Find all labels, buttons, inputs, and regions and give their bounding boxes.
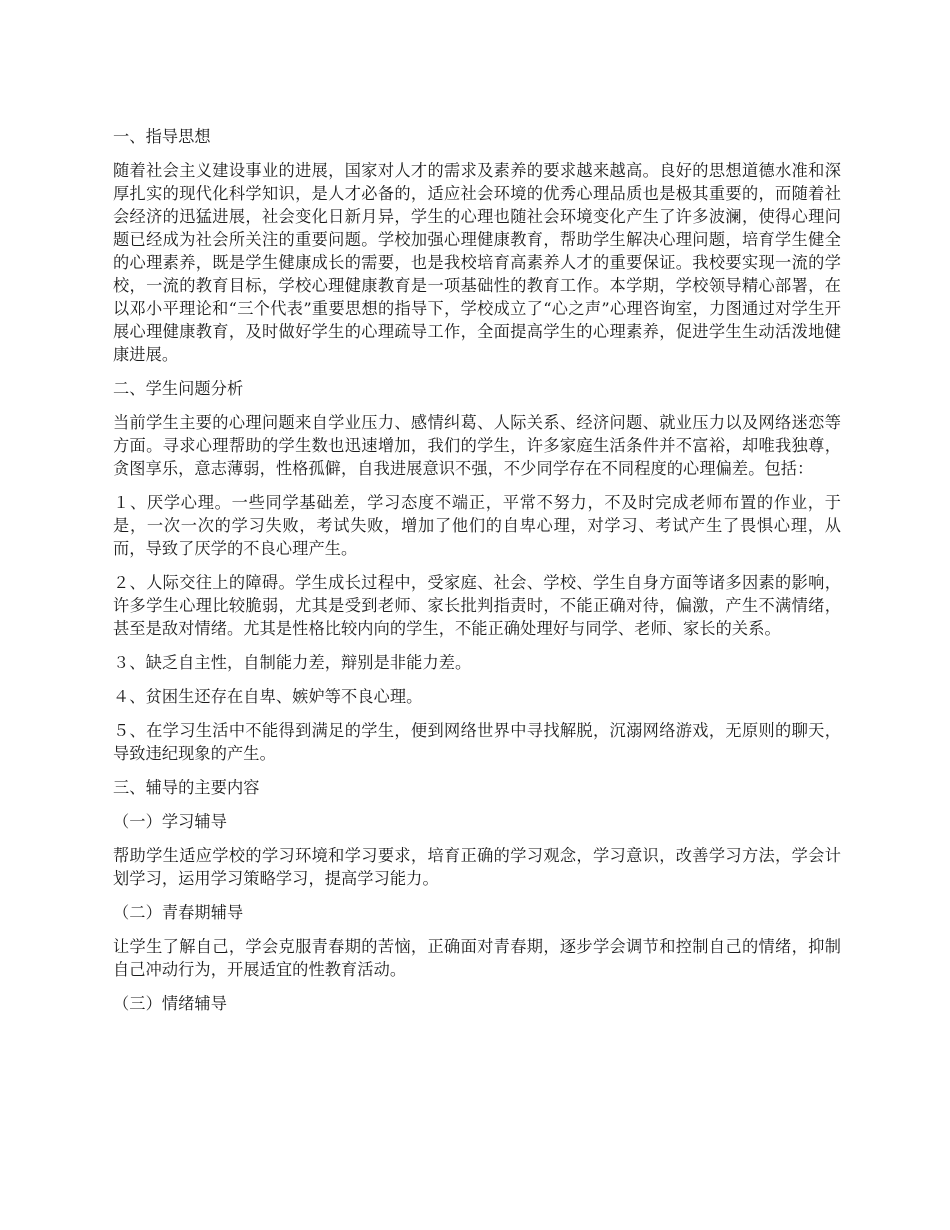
- section-heading-guiding-thought: 一、指导思想: [113, 127, 211, 146]
- list-item-problem-3: ３、缺乏自主性，自制能力差，辩别是非能力差。: [113, 653, 472, 672]
- paragraph-adolescence: 让学生了解自己，学会克服青春期的苦恼，正确面对青春期，逐步学会调节和控制自己的情绪，抑制自己冲动行为，开展适宜的性教育活动。: [113, 937, 841, 979]
- list-item-problem-2: ２、人际交往上的障碍。学生成长过程中，受家庭、社会、学校、学生自身方面等诸多因素的影响，许多学生心理比较脆弱，尤其是受到老师、家长批判指责时，不能正确对待，偏激，产生不满情绪，甚至是敌对情绪。尤其是性格比较内向的学生，不能正确处理好与同学、老师、家长的关系。: [113, 573, 841, 638]
- paragraph-guiding-thought: 随着社会主义建设事业的进展，国家对人才的需求及素养的要求越来越高。良好的思想道德水准和深厚扎实的现代化科学知识，是人才必备的，适应社会环境的优秀心理品质也是极其重要的，而随着社会经济的迅猛进展，社会变化日新月异，学生的心理也随社会环境变化产生了许多波澜，使得心理问题已经成为社会所关注的重要问题。学校加强心理健康教育，帮助学生解决心理问题，培育学生健全的心理素养，既是学生健康成长的需要，也是我校培育高素养人才的重要保证。我校要实现一流的学校，一流的教育目标，学校心理健康教育是一项基础性的教育工作。本学期，学校领导精心部署，在以邓小平理论和“三个代表”重要思想的指导下，学校成立了“心之声”心理咨询室，力图通过对学生开展心理健康教育，及时做好学生的心理疏导工作，全面提高学生的心理素养，促进学生生动活泼地健康进展。: [113, 161, 841, 364]
- document-body: [113, 125, 841, 1026]
- list-item-problem-5: ５、在学习生活中不能得到满足的学生，便到网络世界中寻找解脱，沉溺网络游戏，无原则的聊天，导致违纪现象的产生。: [113, 721, 841, 763]
- subsection-heading-adolescence: （二）青春期辅导: [113, 903, 244, 922]
- paragraph-problem-overview: 当前学生主要的心理问题来自学业压力、感情纠葛、人际关系、经济问题、就业压力以及网络迷恋等方面。寻求心理帮助的学生数也迅速增加，我们的学生，许多家庭生活条件并不富裕，却唯我独尊，贪图享乐，意志薄弱，性格孤僻，自我进展意识不强，不少同学存在不同程度的心理偏差。包括：: [113, 413, 841, 478]
- section-heading-problem-analysis: 二、学生问题分析: [113, 379, 244, 398]
- subsection-heading-emotion: （三）情绪辅导: [113, 994, 228, 1013]
- list-item-problem-1: １、厌学心理。一些同学基础差，学习态度不端正，平常不努力，不及时完成老师布置的作业，于是，一次一次的学习失败，考试失败，增加了他们的自卑心理，对学习、考试产生了畏惧心理，从而，导致了厌学的不良心理产生。: [113, 493, 841, 558]
- subsection-heading-study: （一）学习辅导: [113, 812, 228, 831]
- section-heading-main-content: 三、辅导的主要内容: [113, 778, 260, 797]
- paragraph-study: 帮助学生适应学校的学习环境和学习要求，培育正确的学习观念，学习意识，改善学习方法，学会计划学习，运用学习策略学习，提高学习能力。: [113, 846, 841, 888]
- list-item-problem-4: ４、贫困生还存在自卑、嫉妒等不良心理。: [113, 687, 423, 706]
